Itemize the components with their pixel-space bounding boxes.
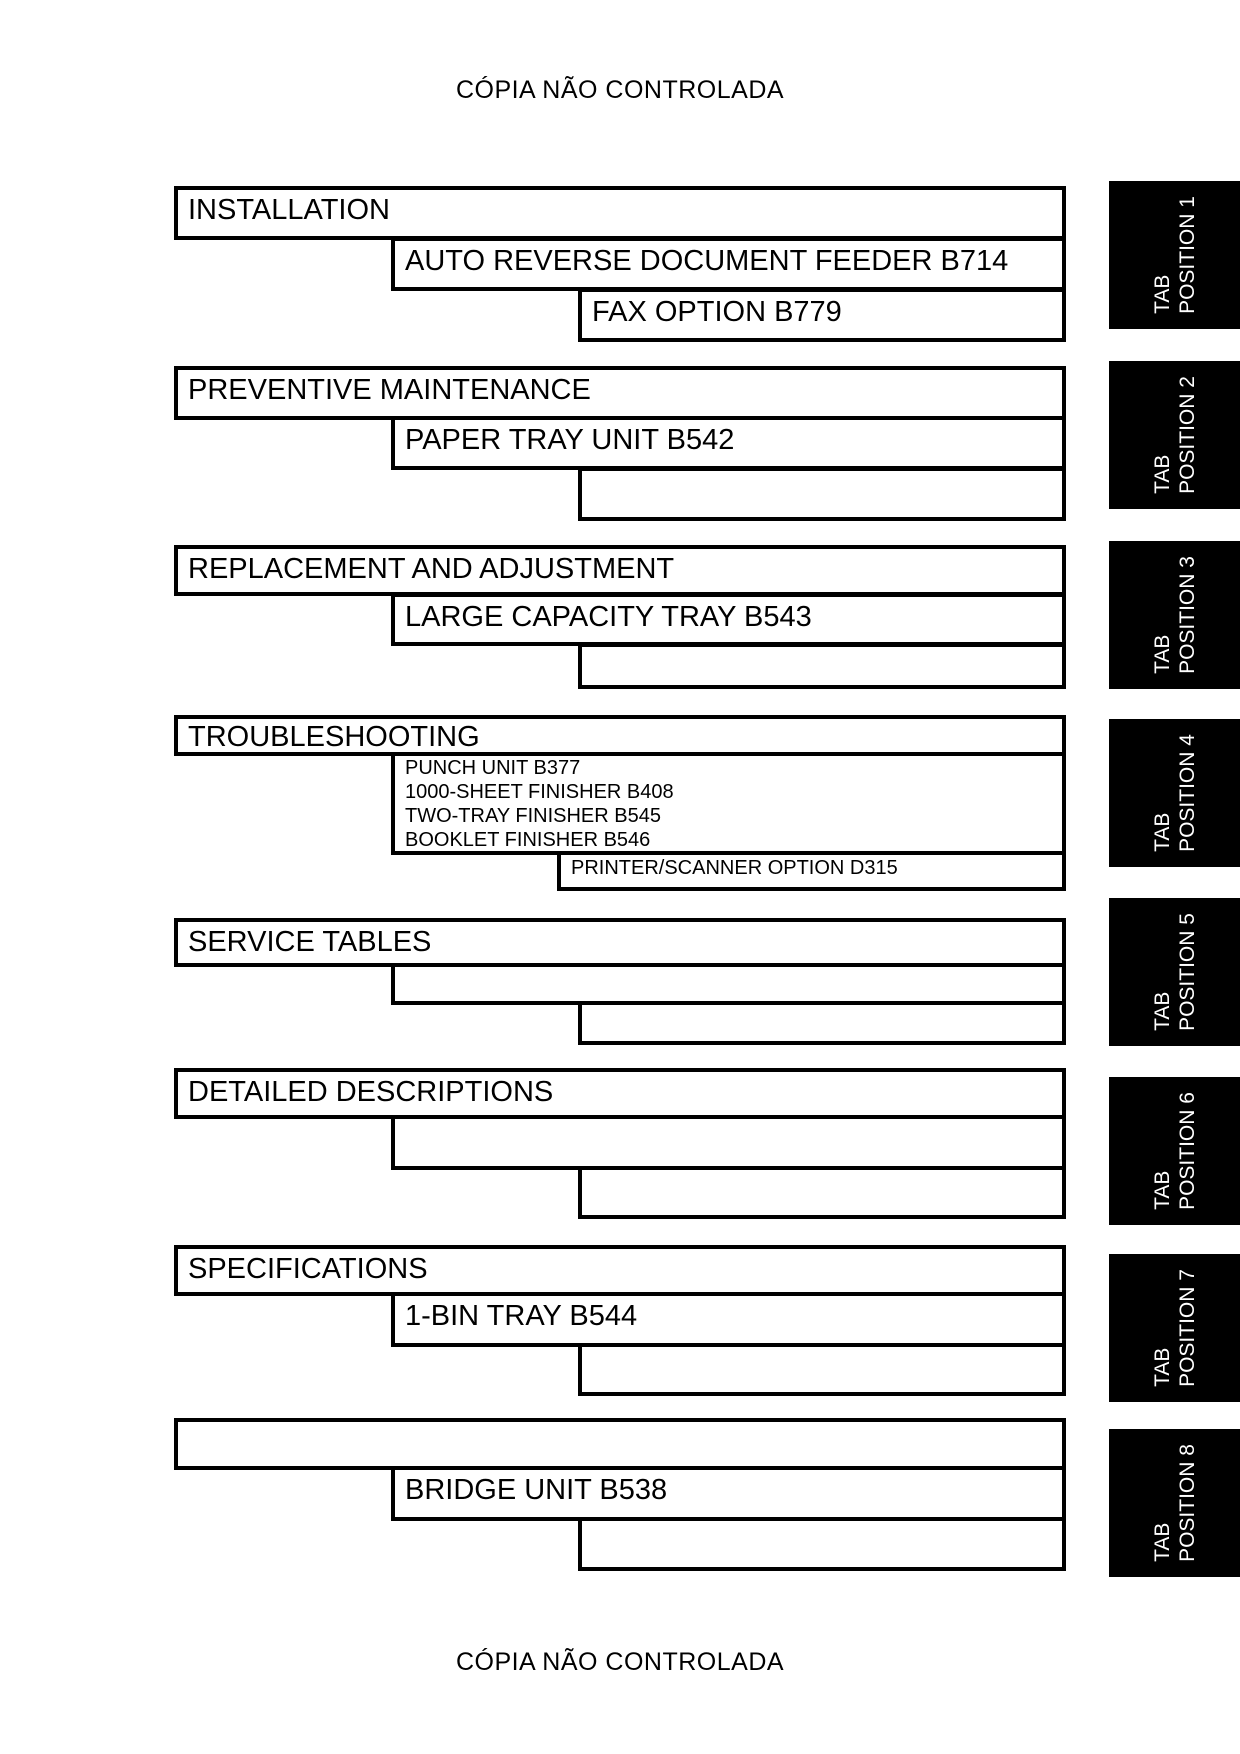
section-1-option[interactable]: FAX OPTION B779 <box>578 288 1066 342</box>
section-8-sub[interactable]: BRIDGE UNIT B538 <box>391 1466 1066 1521</box>
tab-position-4[interactable] <box>1109 719 1240 867</box>
tab-position-2[interactable] <box>1109 361 1240 509</box>
section-4-title[interactable]: TROUBLESHOOTING <box>174 715 1066 756</box>
section-6-option[interactable] <box>578 1166 1066 1219</box>
tab-position-6-label: TAB POSITION 6 <box>1150 1092 1199 1210</box>
section-5-option[interactable] <box>578 1001 1066 1045</box>
section-3-sub[interactable]: LARGE CAPACITY TRAY B543 <box>391 593 1066 646</box>
tab-position-3[interactable] <box>1109 541 1240 689</box>
section-2-title[interactable]: PREVENTIVE MAINTENANCE <box>174 366 1066 420</box>
section-8-title[interactable] <box>174 1418 1066 1470</box>
section-1-sub[interactable]: AUTO REVERSE DOCUMENT FEEDER B714 <box>391 237 1066 291</box>
section-4-sub-line-4: BOOKLET FINISHER B546 <box>405 829 651 851</box>
tab-position-7-label: TAB POSITION 7 <box>1150 1269 1199 1387</box>
section-6-sub[interactable] <box>391 1115 1066 1170</box>
section-3-option[interactable] <box>578 643 1066 689</box>
tab-position-7[interactable] <box>1109 1254 1240 1402</box>
tab-position-8[interactable] <box>1109 1429 1240 1577</box>
section-5-sub[interactable] <box>391 963 1066 1005</box>
section-6-title[interactable]: DETAILED DESCRIPTIONS <box>174 1068 1066 1119</box>
section-2-option[interactable] <box>578 467 1066 521</box>
section-7-option[interactable] <box>578 1343 1066 1396</box>
section-4-sub-line-1: PUNCH UNIT B377 <box>405 757 581 779</box>
section-2-sub[interactable]: PAPER TRAY UNIT B542 <box>391 416 1066 470</box>
section-4-sub-line-2: 1000-SHEET FINISHER B408 <box>405 781 674 803</box>
section-1-title[interactable]: INSTALLATION <box>174 186 1066 240</box>
watermark-top: CÓPIA NÃO CONTROLADA <box>455 76 785 104</box>
tab-position-5[interactable] <box>1109 898 1240 1046</box>
tab-position-1[interactable] <box>1109 181 1240 329</box>
tab-position-8-label: TAB POSITION 8 <box>1150 1444 1199 1562</box>
section-4-option[interactable]: PRINTER/SCANNER OPTION D315 <box>557 851 1066 891</box>
section-4-sub-list[interactable] <box>391 752 1066 855</box>
tab-position-2-label: TAB POSITION 2 <box>1150 376 1199 494</box>
section-7-title[interactable]: SPECIFICATIONS <box>174 1245 1066 1296</box>
tab-position-3-label: TAB POSITION 3 <box>1150 556 1199 674</box>
tab-position-4-label: TAB POSITION 4 <box>1150 734 1199 852</box>
watermark-bottom: CÓPIA NÃO CONTROLADA <box>455 1648 785 1676</box>
section-3-title[interactable]: REPLACEMENT AND ADJUSTMENT <box>174 545 1066 596</box>
section-4-sub-line-3: TWO-TRAY FINISHER B545 <box>405 805 661 827</box>
section-8-option[interactable] <box>578 1517 1066 1571</box>
tab-position-6[interactable] <box>1109 1077 1240 1225</box>
section-5-title[interactable]: SERVICE TABLES <box>174 918 1066 967</box>
section-7-sub[interactable]: 1-BIN TRAY B544 <box>391 1292 1066 1347</box>
tab-position-5-label: TAB POSITION 5 <box>1150 913 1199 1031</box>
tab-position-1-label: TAB POSITION 1 <box>1150 196 1199 314</box>
